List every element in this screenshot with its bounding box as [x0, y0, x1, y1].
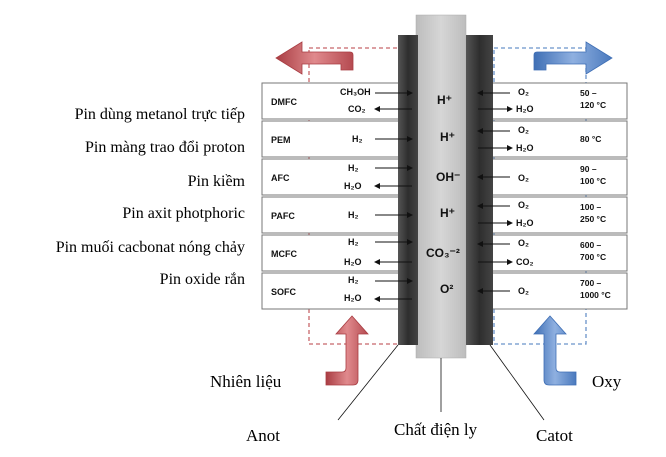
- ion-afc: OH⁻: [436, 170, 461, 184]
- cathode-input-pafc: O₂: [518, 200, 529, 210]
- oxygen-exhaust-arrow: [534, 42, 612, 74]
- anode-output-mcfc: H₂O: [344, 257, 362, 267]
- anode-input-pafc: H₂: [348, 210, 359, 220]
- electrolyte-caption: Chất điện ly: [394, 420, 478, 439]
- row-label-sofc: Pin oxide rắn: [159, 271, 245, 288]
- cathode-input-mcfc: O₂: [518, 238, 529, 248]
- row-label-pafc: Pin axit photphoric: [122, 205, 245, 222]
- anode-output-afc: H₂O: [344, 181, 362, 191]
- temp-line1-sofc: 700 –: [580, 278, 602, 288]
- row-label-pem: Pin màng trao đổi proton: [85, 139, 245, 156]
- abbr-afc: AFC: [271, 173, 290, 183]
- ion-dmfc: H⁺: [437, 93, 452, 107]
- oxygen-inlet-arrow: [534, 316, 576, 385]
- cathode-plate: [466, 35, 493, 345]
- ion-mcfc: CO₃⁻²: [426, 246, 460, 260]
- temp-line2-afc: 100 °C: [580, 176, 607, 186]
- anode-output-dmfc: CO₂: [348, 104, 366, 114]
- anode-caption: Anot: [246, 426, 280, 445]
- anode-input-sofc: H₂: [348, 275, 359, 285]
- cathode-input-sofc: O₂: [518, 286, 529, 296]
- anode-input-pem: H₂: [352, 134, 363, 144]
- cathode-input-dmfc: O₂: [518, 87, 529, 97]
- anode-input-dmfc: CH₃OH: [340, 87, 371, 97]
- temp-line2-mcfc: 700 °C: [580, 252, 607, 262]
- fuel-inlet-arrow: [326, 316, 368, 385]
- ion-pem: H⁺: [440, 130, 455, 144]
- fuel-caption: Nhiên liệu: [210, 372, 282, 391]
- row-label-afc: Pin kiềm: [187, 173, 245, 190]
- anode-output-sofc: H₂O: [344, 293, 362, 303]
- temp-pem: 80 °C: [580, 134, 602, 144]
- electrolyte-layer: [416, 15, 466, 358]
- anode-input-mcfc: H₂: [348, 237, 359, 247]
- row-label-dmfc: Pin dùng metanol trực tiếp: [74, 106, 245, 123]
- temp-line2-pafc: 250 °C: [580, 214, 607, 224]
- cathode-output-mcfc: CO₂: [516, 257, 534, 267]
- temp-line1-dmfc: 50 –: [580, 88, 597, 98]
- ion-pafc: H⁺: [440, 206, 455, 220]
- ion-sofc: O²: [440, 282, 454, 296]
- cathode-input-afc: O₂: [518, 173, 529, 183]
- cathode-output-dmfc: H₂O: [516, 104, 534, 114]
- oxygen-caption: Oxy: [592, 372, 622, 391]
- abbr-mcfc: MCFC: [271, 249, 297, 259]
- anode-input-afc: H₂: [348, 163, 359, 173]
- abbr-pafc: PAFC: [271, 211, 295, 221]
- temp-line1-pafc: 100 –: [580, 202, 602, 212]
- cathode-output-pem: H₂O: [516, 143, 534, 153]
- abbr-dmfc: DMFC: [271, 97, 297, 107]
- abbr-sofc: SOFC: [271, 287, 297, 297]
- abbr-pem: PEM: [271, 135, 291, 145]
- temp-line1-afc: 90 –: [580, 164, 597, 174]
- cathode-input-pem: O₂: [518, 125, 529, 135]
- temp-line2-dmfc: 120 °C: [580, 100, 607, 110]
- row-label-mcfc: Pin muối cacbonat nóng chảy: [55, 239, 245, 256]
- fuel-exhaust-arrow: [276, 42, 353, 74]
- cathode-output-pafc: H₂O: [516, 218, 534, 228]
- temp-line2-sofc: 1000 °C: [580, 290, 611, 300]
- temp-line1-mcfc: 600 –: [580, 240, 602, 250]
- cathode-caption: Catot: [536, 426, 573, 445]
